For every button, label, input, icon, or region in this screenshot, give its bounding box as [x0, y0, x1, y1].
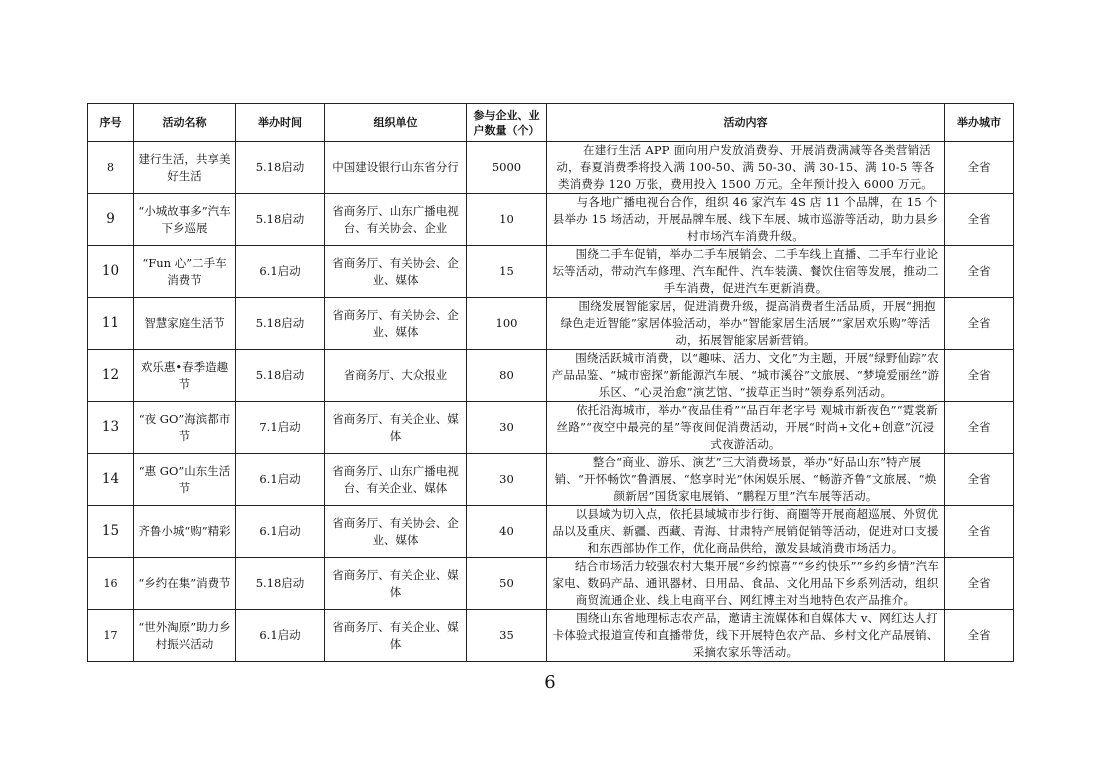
row-org: 省商务厅、有关企业、媒体 [325, 402, 467, 454]
row-content: 围绕二手车促销，举办二手车展销会、二手车线上直播、二手车行业论坛等活动，带动汽车修理、汽车配件、汽车装潢、餐饮住宿等发展，推动二手车消费，促进汽车更新消费。 [547, 246, 945, 298]
row-name: “Fun 心”二手车消费节 [134, 246, 236, 298]
row-content: 整合“商业、游乐、演艺”三大消费场景，举办“好品山东”特产展销、“开怀畅饮”鲁酒展、“悠享时光”休闲娱乐展、“畅游齐鲁”文旅展、“焕颜新居”国货家电展销、“鹏程万里”汽车展等活动。 [547, 454, 945, 506]
row-count: 100 [467, 298, 547, 350]
row-time: 5.18启动 [236, 298, 325, 350]
row-time: 5.18启动 [236, 142, 325, 194]
table-row [88, 246, 1014, 298]
row-city: 全省 [945, 610, 1014, 662]
row-org: 省商务厅、有关协会、企业、媒体 [325, 298, 467, 350]
table-row [88, 142, 1014, 194]
row-name: “小城故事多”汽车下乡巡展 [134, 194, 236, 246]
table-row [88, 558, 1014, 610]
row-content: 结合市场活力较强农村大集开展“乡约惊喜”“乡约快乐”“乡约乡情”汽车家电、数码产品、通讯器材、日用品、食品、文化用品下乡系列活动，组织商贸流通企业、线上电商平台、网红博主对当地特色农产品推介。 [547, 558, 945, 610]
row-time: 7.1启动 [236, 402, 325, 454]
row-seq: 14 [88, 454, 134, 506]
row-name: “夜 GO”海滨都市节 [134, 402, 236, 454]
row-seq: 16 [88, 558, 134, 610]
row-org: 中国建设银行山东省分行 [325, 142, 467, 194]
table-row [88, 454, 1014, 506]
table-row [88, 506, 1014, 558]
row-content: 在建行生活 APP 面向用户发放消费券、开展消费满减等各类营销活动，春夏消费季将投入满 100-50、满 50-30、满 30-15、满 10-5 等各类消费券 120 万张，费用投入 1500 万元。全年预计投入 6000 万元。 [547, 142, 945, 194]
row-city: 全省 [945, 558, 1014, 610]
row-time: 5.18启动 [236, 558, 325, 610]
row-seq: 13 [88, 402, 134, 454]
row-count: 15 [467, 246, 547, 298]
row-content: 依托沿海城市，举办“夜品佳肴”“品百年老字号 观城市新夜色”“霓裳新丝路”“夜空中最亮的星”等夜间促消费活动，开展“时尚+文化+创意”沉浸式夜游活动。 [547, 402, 945, 454]
row-seq: 15 [88, 506, 134, 558]
row-city: 全省 [945, 298, 1014, 350]
row-name: “乡约在集”消费节 [134, 558, 236, 610]
row-time: 6.1启动 [236, 454, 325, 506]
row-content: 围绕发展智能家居，促进消费升级，提高消费者生活品质，开展“拥抱绿色走近智能”家居体验活动，举办“智能家居生活展”“家居欢乐购”等活动，拓展智能家居新营销。 [547, 298, 945, 350]
row-seq: 9 [88, 194, 134, 246]
table-row [88, 194, 1014, 246]
row-org: 省商务厅、有关企业、媒体 [325, 610, 467, 662]
header-row [88, 104, 1014, 142]
row-count: 80 [467, 350, 547, 402]
header-city: 举办城市 [945, 104, 1014, 142]
row-seq: 10 [88, 246, 134, 298]
row-name: 建行生活，共享美好生活 [134, 142, 236, 194]
table-row [88, 610, 1014, 662]
row-content: 以县域为切入点，依托县域城市步行街、商圈等开展商超巡展、外贸优品以及重庆、新疆、西藏、青海、甘肃特产展销促销等活动，促进对口支援和东西部协作工作，优化商品供给，激发县域消费市场活力。 [547, 506, 945, 558]
row-count: 30 [467, 454, 547, 506]
row-name: “惠 GO”山东生活节 [134, 454, 236, 506]
row-seq: 17 [88, 610, 134, 662]
row-count: 35 [467, 610, 547, 662]
row-time: 5.18启动 [236, 350, 325, 402]
row-city: 全省 [945, 350, 1014, 402]
row-time: 6.1启动 [236, 610, 325, 662]
row-count: 5000 [467, 142, 547, 194]
row-org: 省商务厅、有关企业、媒体 [325, 558, 467, 610]
header-name: 活动名称 [134, 104, 236, 142]
activity-table [87, 103, 1014, 662]
row-seq: 11 [88, 298, 134, 350]
page-number: 6 [544, 672, 556, 693]
row-count: 50 [467, 558, 547, 610]
row-name: 智慧家庭生活节 [134, 298, 236, 350]
row-org: 省商务厅、有关协会、企业、媒体 [325, 246, 467, 298]
header-content: 活动内容 [547, 104, 945, 142]
table-row [88, 402, 1014, 454]
row-name: 欢乐惠•春季造趣节 [134, 350, 236, 402]
row-count: 30 [467, 402, 547, 454]
table-body [88, 142, 1014, 662]
header-org: 组织单位 [325, 104, 467, 142]
header-seq: 序号 [88, 104, 134, 142]
row-city: 全省 [945, 194, 1014, 246]
row-seq: 12 [88, 350, 134, 402]
header-time: 举办时间 [236, 104, 325, 142]
row-org: 省商务厅、山东广播电视台、有关企业、媒体 [325, 454, 467, 506]
table-row [88, 298, 1014, 350]
row-city: 全省 [945, 454, 1014, 506]
row-time: 6.1启动 [236, 246, 325, 298]
row-time: 6.1启动 [236, 506, 325, 558]
row-count: 10 [467, 194, 547, 246]
table-header [88, 104, 1014, 142]
row-name: “世外淘原”助力乡村振兴活动 [134, 610, 236, 662]
header-count: 参与企业、业户数量（个） [467, 104, 547, 142]
row-city: 全省 [945, 402, 1014, 454]
row-org: 省商务厅、山东广播电视台、有关协会、企业 [325, 194, 467, 246]
row-time: 5.18启动 [236, 194, 325, 246]
row-name: 齐鲁小城“购”精彩 [134, 506, 236, 558]
row-content: 与各地广播电视台合作，组织 46 家汽车 4S 店 11 个品牌，在 15 个县举办 15 场活动，开展品牌车展、线下车展、城市巡游等活动，助力县乡村市场汽车消费升级。 [547, 194, 945, 246]
row-org: 省商务厅、有关协会、企业、媒体 [325, 506, 467, 558]
row-city: 全省 [945, 246, 1014, 298]
row-content: 围绕山东省地理标志农产品，邀请主流媒体和自媒体大 v、网红达人打卡体验式报道宣传和直播带货，线下开展特色农产品、乡村文化产品展销、采摘农家乐等活动。 [547, 610, 945, 662]
table-row [88, 350, 1014, 402]
row-count: 40 [467, 506, 547, 558]
row-city: 全省 [945, 506, 1014, 558]
row-city: 全省 [945, 142, 1014, 194]
row-content: 围绕活跃城市消费，以“趣味、活力、文化”为主题，开展“绿野仙踪”农产品品鉴、“城市密探”新能源汽车展、“城市溪谷”文旅展、“梦境爱丽丝”游乐区、“心灵治愈”演艺馆、“拔草正当时”领券系列活动。 [547, 350, 945, 402]
row-seq: 8 [88, 142, 134, 194]
row-org: 省商务厅、大众报业 [325, 350, 467, 402]
